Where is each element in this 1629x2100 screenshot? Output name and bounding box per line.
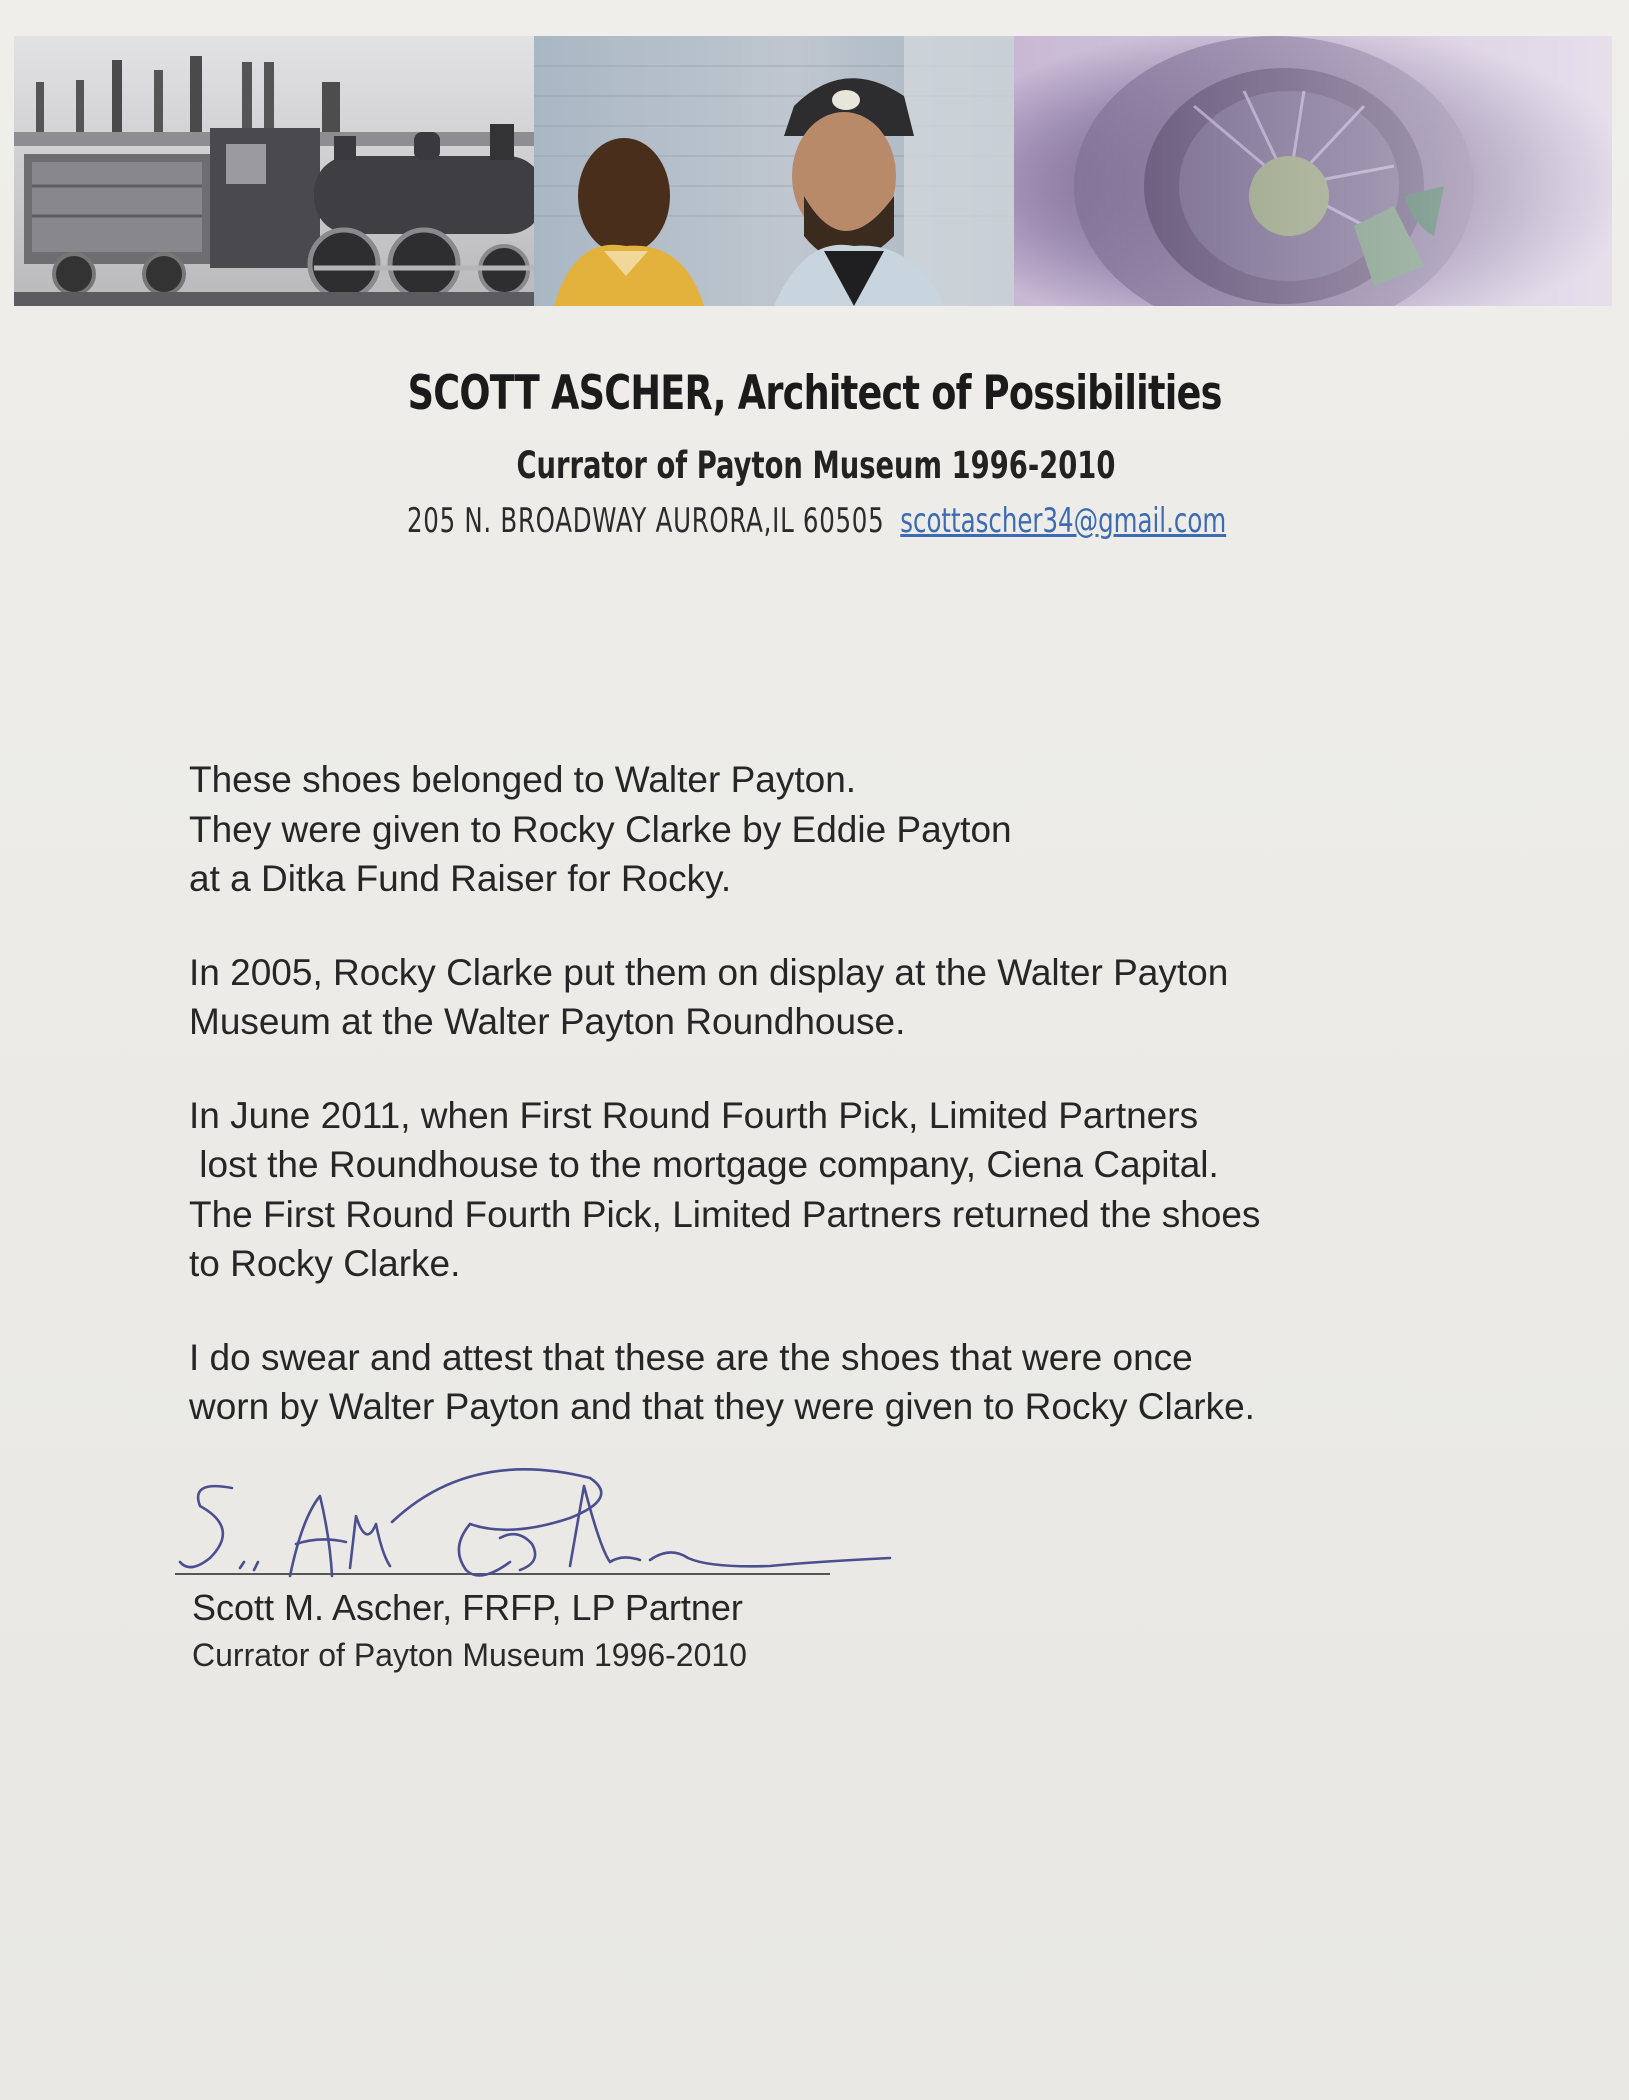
body-line: Museum at the Walter Payton Roundhouse. [189, 1001, 906, 1042]
roundhouse-aerial-photo [1014, 36, 1612, 306]
letterhead-title: Currator of Payton Museum 1996-2010 [516, 444, 1116, 487]
body-line: to Rocky Clarke. [189, 1243, 461, 1284]
body-line: These shoes belonged to Walter Payton. [189, 759, 857, 800]
body-line: In 2005, Rocky Clarke put them on display at the Walter Payton [189, 951, 1229, 993]
body-line: lost the Roundhouse to the mortgage company, Ciena Capital. [189, 1144, 1219, 1185]
paragraph-4 [189, 1333, 1489, 1432]
letterhead-contact [230, 501, 1403, 541]
body-line: I do swear and attest that these are the shoes that were once [189, 1336, 1193, 1378]
paragraph-1 [189, 755, 1489, 904]
body-line: The First Round Fourth Pick, Limited Partners returned the shoes [189, 1193, 1261, 1235]
body-line: In June 2011, when First Round Fourth Pick, Limited Partners [189, 1094, 1199, 1136]
body-line: worn by Walter Payton and that they were given to Rocky Clarke. [189, 1386, 1255, 1427]
body-line: at a Ditka Fund Raiser for Rocky. [189, 858, 732, 899]
locomotive-photo [14, 36, 574, 306]
signer-title: Currator of Payton Museum 1996-2010 [192, 1637, 747, 1673]
two-men-portrait-photo [534, 36, 1054, 306]
paragraph-2 [189, 948, 1489, 1047]
header-banner [14, 36, 1612, 306]
letterhead-address: 205 N. BROADWAY AURORA,IL 60505 [407, 501, 885, 541]
letter-body [189, 755, 1489, 1476]
handwritten-signature [170, 1458, 910, 1598]
letterhead-name: SCOTT ASCHER, Architect of Possibilities [407, 366, 1222, 421]
body-line: They were given to Rocky Clarke by Eddie Payton [189, 808, 1012, 850]
signer-name: Scott M. Ascher, FRFP, LP Partner [192, 1587, 743, 1628]
paragraph-3 [189, 1091, 1489, 1289]
letterhead-email-link[interactable]: scottascher34@gmail.com [900, 501, 1227, 541]
